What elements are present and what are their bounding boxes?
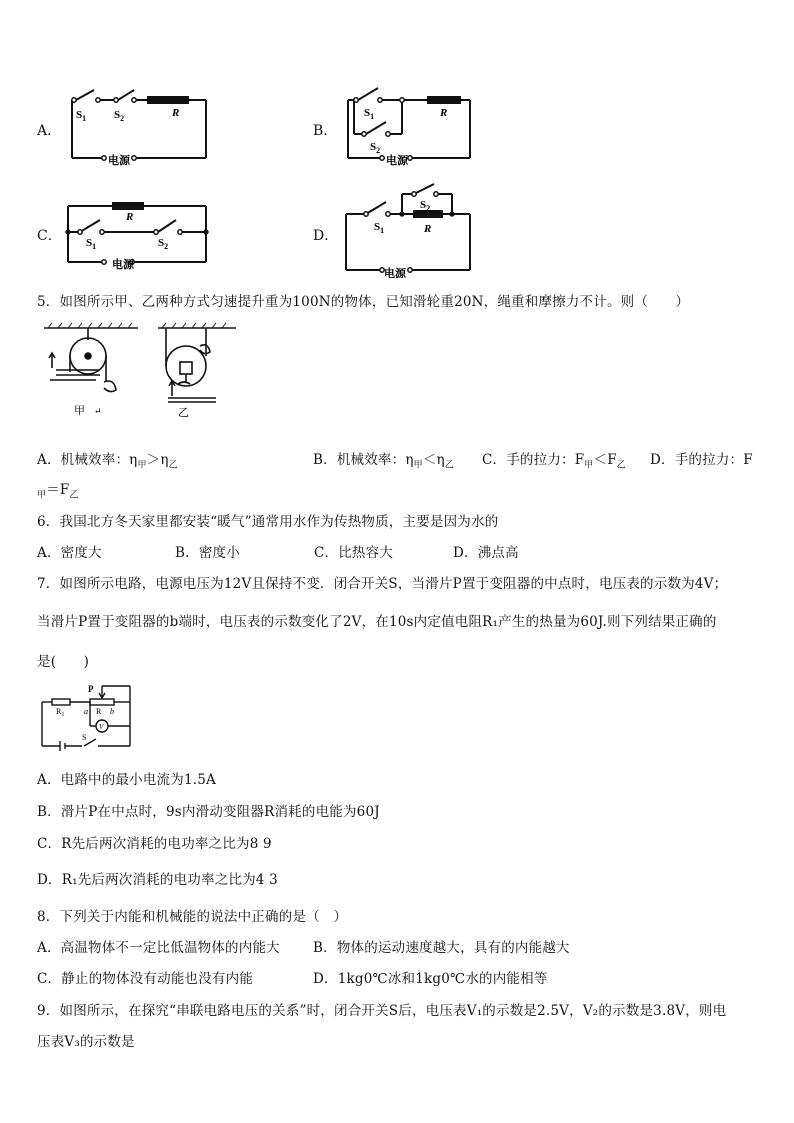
- q8-option-d[interactable]: D．1kg0℃冰和1kg0℃水的内能相等: [313, 971, 548, 987]
- circuit-d-r: R: [424, 223, 432, 235]
- circuit-b-diagram: [338, 86, 478, 168]
- circuit-b-s2: $S_2$: [370, 141, 381, 155]
- q7-stem-line2: 当滑片P置于变阻器的b端时，电压表的示数变化了2V，在10s内定值电阻R₁产生的热量为60J.则下列结果正确的: [37, 614, 717, 630]
- q5-pulley-figure: [40, 322, 250, 422]
- q8-stem: 8．下列关于内能和机械能的说法中正确的是（ ）: [37, 909, 348, 925]
- option-a-label: A．: [37, 123, 62, 139]
- q6-option-d[interactable]: D．沸点高: [453, 545, 519, 561]
- circuit-d-diagram: [338, 180, 480, 278]
- circuit-a-s2: $S_2$: [114, 109, 125, 123]
- circuit-b-s1: $S_1$: [364, 107, 375, 121]
- q6-stem: 6．我国北方冬天家里都安装“暖气”通常用水作为传热物质，主要是因为水的: [37, 514, 499, 530]
- circuit-b-r: R: [440, 107, 448, 119]
- q7-circuit-figure: [38, 684, 138, 752]
- q9-stem-line1: 9．如图所示，在探究“串联电路电压的关系”时，闭合开关S后，电压表V₁的示数是2.5V，V₂的示数是3.8V，则电: [37, 1003, 727, 1019]
- option-d-label: D．: [313, 228, 339, 244]
- q5-option-d[interactable]: D．手的拉力：F: [650, 452, 753, 468]
- q9-stem-line2: 压表V₃的示数是: [37, 1034, 135, 1050]
- option-b-label: B．: [313, 123, 338, 139]
- circuit-a-r: R: [172, 107, 180, 119]
- circuit-c-r: R: [126, 211, 134, 223]
- q7-fig-v: V: [99, 723, 104, 731]
- circuit-a-s1: $S_1$: [76, 109, 87, 123]
- circuit-a-diagram: [60, 88, 220, 166]
- circuit-c-s2: $S_2$: [158, 237, 169, 251]
- q7-fig-p: P: [88, 684, 94, 694]
- q7-stem-line3: 是( ): [37, 654, 90, 670]
- circuit-c-power: 电源: [112, 259, 134, 270]
- q5-fig-jia: 甲: [74, 405, 85, 417]
- circuit-d-s2: $S_2$: [420, 199, 431, 213]
- q7-fig-a: a: [84, 707, 88, 716]
- q7-fig-s: S: [82, 733, 87, 742]
- q5-fig-jia-mark: ↵: [94, 406, 102, 416]
- q6-option-a[interactable]: A．密度大: [37, 545, 102, 561]
- q5-option-a[interactable]: A．机械效率：$\eta_甲>\eta_乙$: [37, 452, 178, 471]
- q5-option-b[interactable]: B．机械效率：$\eta_甲<\eta_乙$: [313, 452, 455, 471]
- q7-option-b[interactable]: B．滑片P在中点时，9s内滑动变阻器R消耗的电能为60J: [37, 804, 380, 820]
- q7-stem-line1: 7．如图所示电路，电源电压为12V且保持不变．闭合开关S，当滑片P置于变阻器的中点时，电压表的示数为4V；: [37, 576, 728, 592]
- circuit-a-power: 电源: [108, 155, 130, 166]
- q8-option-c[interactable]: C．静止的物体没有动能也没有内能: [37, 971, 254, 987]
- q7-fig-r: R: [96, 707, 102, 716]
- circuit-b-power: 电源: [386, 155, 408, 167]
- circuit-d-s1: $S_1$: [374, 221, 385, 235]
- q7-option-c[interactable]: C．R先后两次消耗的电功率之比为8 9: [37, 836, 272, 852]
- q8-option-a[interactable]: A．高温物体不一定比低温物体的内能大: [37, 940, 280, 956]
- circuit-d-power: 电源: [384, 268, 406, 278]
- q7-fig-r1: $R_1$: [56, 707, 65, 718]
- q5-fig-yi: 乙: [178, 407, 189, 419]
- q7-fig-b: b: [110, 707, 114, 716]
- q6-option-c[interactable]: C．比热容大: [314, 545, 394, 561]
- option-c-label: C．: [37, 228, 62, 244]
- q7-option-d[interactable]: D．R₁先后两次消耗的电功率之比为4 3: [37, 872, 278, 888]
- circuit-c-s1: $S_1$: [86, 237, 97, 251]
- q7-option-a[interactable]: A．电路中的最小电流为1.5A: [37, 772, 216, 788]
- circuit-c-diagram: [58, 196, 218, 270]
- q6-option-b[interactable]: B．密度小: [175, 545, 240, 561]
- q5-stem: 5．如图所示甲、乙两种方式匀速提升重为100N的物体，已知滑轮重20N，绳重和摩擦力不计。则（ ）: [37, 294, 690, 310]
- q8-option-b[interactable]: B．物体的运动速度越大，具有的内能越大: [313, 940, 570, 956]
- q5-option-c[interactable]: C．手的拉力：$F_甲<F_乙$: [482, 452, 626, 471]
- q5-option-d-cont: $_甲=F_乙$: [37, 482, 79, 501]
